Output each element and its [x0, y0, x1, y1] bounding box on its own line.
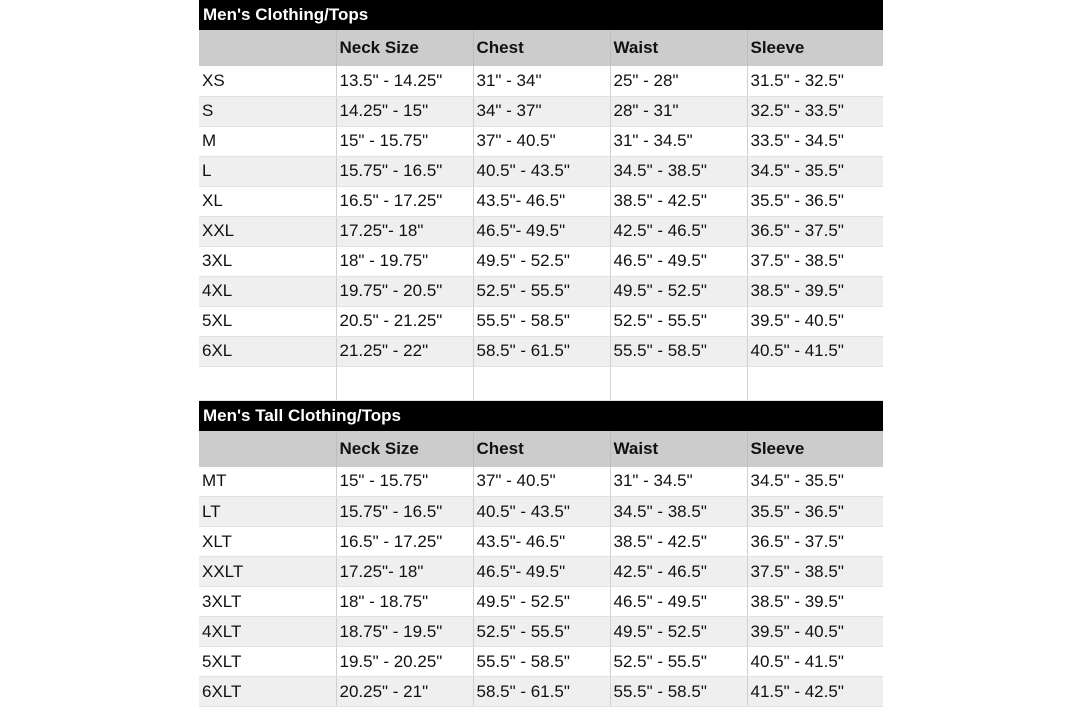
sleeve-cell: 40.5" - 41.5" — [747, 647, 883, 677]
sleeve-cell: 37.5" - 38.5" — [747, 557, 883, 587]
header-row — [199, 431, 883, 467]
sleeve-cell: 34.5" - 35.5" — [747, 156, 883, 186]
sleeve-cell: 39.5" - 40.5" — [747, 617, 883, 647]
table-row — [199, 527, 883, 557]
size-cell: 4XL — [199, 276, 336, 306]
chest-cell: 43.5"- 46.5" — [473, 527, 610, 557]
waist-cell: 46.5" - 49.5" — [610, 246, 747, 276]
size-cell: XXLT — [199, 557, 336, 587]
section-title-mens-tall-tops: Men's Tall Clothing/Tops — [199, 401, 883, 431]
waist-cell: 49.5" - 52.5" — [610, 276, 747, 306]
table-row — [199, 96, 883, 126]
neck-cell: 16.5" - 17.25" — [336, 527, 473, 557]
table-row — [199, 557, 883, 587]
chest-cell: 52.5" - 55.5" — [473, 617, 610, 647]
sleeve-cell: 34.5" - 35.5" — [747, 467, 883, 497]
column-header-waist: Waist — [610, 431, 747, 467]
size-cell: 5XL — [199, 306, 336, 336]
waist-cell: 52.5" - 55.5" — [610, 647, 747, 677]
size-cell: 6XL — [199, 336, 336, 366]
waist-cell: 34.5" - 38.5" — [610, 497, 747, 527]
header-row — [199, 30, 883, 66]
waist-cell: 42.5" - 46.5" — [610, 557, 747, 587]
waist-cell: 42.5" - 46.5" — [610, 216, 747, 246]
sleeve-cell: 35.5" - 36.5" — [747, 497, 883, 527]
neck-cell: 20.25" - 21" — [336, 677, 473, 707]
chest-cell: 55.5" - 58.5" — [473, 647, 610, 677]
table-row — [199, 677, 883, 707]
table-row — [199, 617, 883, 647]
neck-cell: 21.25" - 22" — [336, 336, 473, 366]
chest-cell: 34" - 37" — [473, 96, 610, 126]
waist-cell: 25" - 28" — [610, 66, 747, 96]
chest-cell: 55.5" - 58.5" — [473, 306, 610, 336]
size-table-mens-tops — [199, 30, 883, 401]
table-row — [199, 306, 883, 336]
waist-cell: 28" - 31" — [610, 96, 747, 126]
sleeve-cell: 39.5" - 40.5" — [747, 306, 883, 336]
sleeve-cell: 36.5" - 37.5" — [747, 216, 883, 246]
empty-cell — [747, 366, 883, 400]
chest-cell: 31" - 34" — [473, 66, 610, 96]
size-cell: 3XL — [199, 246, 336, 276]
size-cell: 4XLT — [199, 617, 336, 647]
chest-cell: 37" - 40.5" — [473, 126, 610, 156]
chest-cell: 49.5" - 52.5" — [473, 246, 610, 276]
chest-cell: 46.5"- 49.5" — [473, 216, 610, 246]
size-table-mens-tall-tops — [199, 431, 883, 708]
waist-cell: 38.5" - 42.5" — [610, 527, 747, 557]
sleeve-cell: 41.5" - 42.5" — [747, 677, 883, 707]
neck-cell: 15" - 15.75" — [336, 467, 473, 497]
column-header-waist: Waist — [610, 30, 747, 66]
waist-cell: 31" - 34.5" — [610, 126, 747, 156]
neck-cell: 19.5" - 20.25" — [336, 647, 473, 677]
neck-cell: 18" - 19.75" — [336, 246, 473, 276]
waist-cell: 34.5" - 38.5" — [610, 156, 747, 186]
size-cell: 3XLT — [199, 587, 336, 617]
waist-cell: 52.5" - 55.5" — [610, 306, 747, 336]
waist-cell: 46.5" - 49.5" — [610, 587, 747, 617]
chest-cell: 49.5" - 52.5" — [473, 587, 610, 617]
table-row — [199, 186, 883, 216]
sleeve-cell: 40.5" - 41.5" — [747, 336, 883, 366]
chest-cell: 58.5" - 61.5" — [473, 336, 610, 366]
empty-cell — [610, 366, 747, 400]
sleeve-cell: 33.5" - 34.5" — [747, 126, 883, 156]
table-row — [199, 276, 883, 306]
neck-cell: 18.75" - 19.5" — [336, 617, 473, 647]
column-header-sleeve: Sleeve — [747, 431, 883, 467]
waist-cell: 38.5" - 42.5" — [610, 186, 747, 216]
chest-cell: 43.5"- 46.5" — [473, 186, 610, 216]
neck-cell: 15.75" - 16.5" — [336, 497, 473, 527]
empty-cell — [473, 366, 610, 400]
size-cell: LT — [199, 497, 336, 527]
neck-cell: 19.75" - 20.5" — [336, 276, 473, 306]
section-title-mens-tops: Men's Clothing/Tops — [199, 0, 883, 30]
table-row — [199, 467, 883, 497]
sleeve-cell: 32.5" - 33.5" — [747, 96, 883, 126]
chest-cell: 40.5" - 43.5" — [473, 497, 610, 527]
chest-cell: 40.5" - 43.5" — [473, 156, 610, 186]
column-header-neck-size: Neck Size — [336, 431, 473, 467]
size-cell: M — [199, 126, 336, 156]
waist-cell: 49.5" - 52.5" — [610, 617, 747, 647]
table-row — [199, 246, 883, 276]
sleeve-cell: 35.5" - 36.5" — [747, 186, 883, 216]
size-cell: 5XLT — [199, 647, 336, 677]
size-cell: XS — [199, 66, 336, 96]
sleeve-cell: 36.5" - 37.5" — [747, 527, 883, 557]
neck-cell: 17.25"- 18" — [336, 216, 473, 246]
chest-cell: 37" - 40.5" — [473, 467, 610, 497]
column-header-sleeve: Sleeve — [747, 30, 883, 66]
spacer-row — [199, 366, 883, 400]
table-row — [199, 216, 883, 246]
table-row — [199, 156, 883, 186]
waist-cell: 55.5" - 58.5" — [610, 336, 747, 366]
waist-cell: 31" - 34.5" — [610, 467, 747, 497]
empty-cell — [199, 366, 336, 400]
table-row — [199, 336, 883, 366]
neck-cell: 15" - 15.75" — [336, 126, 473, 156]
size-cell: XL — [199, 186, 336, 216]
neck-cell: 17.25"- 18" — [336, 557, 473, 587]
chest-cell: 52.5" - 55.5" — [473, 276, 610, 306]
column-header-chest: Chest — [473, 431, 610, 467]
neck-cell: 14.25" - 15" — [336, 96, 473, 126]
column-header-size — [199, 30, 336, 66]
size-chart-sheet — [199, 0, 883, 707]
chest-cell: 58.5" - 61.5" — [473, 677, 610, 707]
table-row — [199, 126, 883, 156]
sleeve-cell: 38.5" - 39.5" — [747, 587, 883, 617]
table-row — [199, 647, 883, 677]
size-cell: XLT — [199, 527, 336, 557]
column-header-neck-size: Neck Size — [336, 30, 473, 66]
neck-cell: 15.75" - 16.5" — [336, 156, 473, 186]
neck-cell: 13.5" - 14.25" — [336, 66, 473, 96]
waist-cell: 55.5" - 58.5" — [610, 677, 747, 707]
chest-cell: 46.5"- 49.5" — [473, 557, 610, 587]
size-cell: 6XLT — [199, 677, 336, 707]
sleeve-cell: 37.5" - 38.5" — [747, 246, 883, 276]
sleeve-cell: 38.5" - 39.5" — [747, 276, 883, 306]
sleeve-cell: 31.5" - 32.5" — [747, 66, 883, 96]
size-cell: L — [199, 156, 336, 186]
table-row — [199, 587, 883, 617]
size-cell: S — [199, 96, 336, 126]
neck-cell: 20.5" - 21.25" — [336, 306, 473, 336]
neck-cell: 16.5" - 17.25" — [336, 186, 473, 216]
table-row — [199, 497, 883, 527]
neck-cell: 18" - 18.75" — [336, 587, 473, 617]
table-row — [199, 66, 883, 96]
size-cell: MT — [199, 467, 336, 497]
empty-cell — [336, 366, 473, 400]
column-header-chest: Chest — [473, 30, 610, 66]
size-cell: XXL — [199, 216, 336, 246]
column-header-size — [199, 431, 336, 467]
